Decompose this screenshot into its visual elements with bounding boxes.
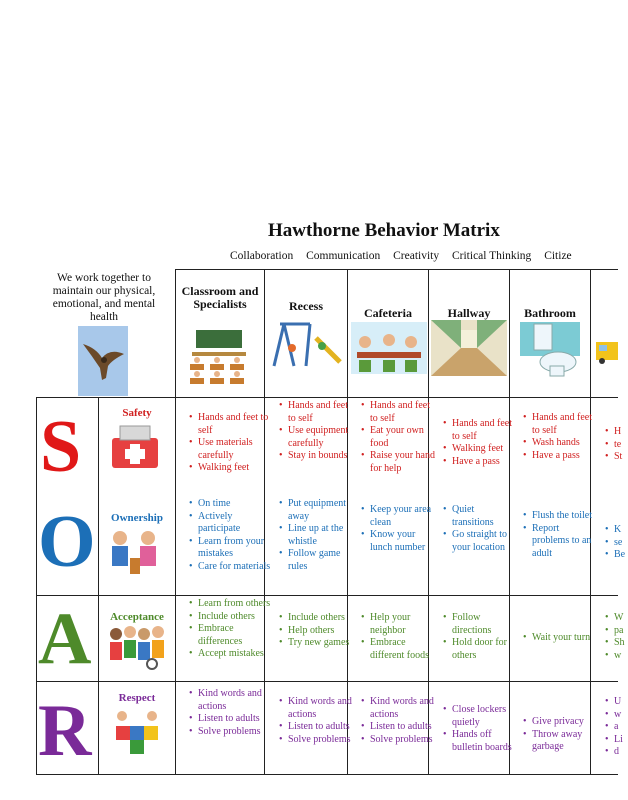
cell-respect-cafeteria (360, 696, 436, 746)
value-citizenship: Citize (544, 250, 572, 262)
value-creativity: Creativity (393, 250, 440, 262)
letter-s: S (40, 406, 82, 488)
list-item: • Flush the toilet (532, 510, 598, 523)
cell-safety-bus (604, 426, 628, 464)
row-label-respect: Respect (118, 692, 156, 704)
list-item: • Listen to adults (288, 721, 356, 734)
children-cleaning-icon (104, 528, 166, 582)
list-item: • Help your neighbor (370, 612, 436, 637)
list-item: • Embrace different foods (370, 637, 436, 662)
cell-ownership-classroom (188, 498, 272, 574)
cell-acceptance-recess (278, 612, 356, 650)
list-item: • Embrace differences (198, 623, 272, 648)
page-title: Hawthorne Behavior Matrix (268, 220, 500, 241)
letter-o: O (38, 501, 96, 583)
column-header-bathroom: Bathroom (524, 306, 576, 320)
list-item: • Kind words and actions (198, 688, 272, 713)
list-item: • a (614, 721, 628, 734)
column-header-classroom: Classroom and Specialists (181, 284, 259, 311)
mission-statement: We work together to maintain our physical, emotional, and mental health (52, 272, 156, 323)
list-item: • Li (614, 734, 628, 747)
list-item: • Go straight to your location (452, 529, 518, 554)
grid-line (98, 397, 99, 775)
list-item: • Accept mistakes (198, 648, 272, 661)
row-label-safety: Safety (122, 407, 152, 419)
grid-line (36, 595, 618, 596)
list-item: • Wash hands (532, 437, 598, 450)
cell-acceptance-bus (604, 612, 628, 662)
list-item: • Follow game rules (288, 548, 356, 573)
values-strip (230, 250, 582, 262)
cell-safety-bathroom (522, 412, 598, 462)
list-item: • d (614, 746, 628, 759)
list-item: • Solve problems (370, 734, 436, 747)
list-item: • Quiet transitions (452, 504, 518, 529)
cell-acceptance-hallway (442, 612, 518, 662)
list-item: • Care for materials (198, 561, 272, 574)
hawk-photo (78, 326, 128, 396)
cell-acceptance-classroom (188, 598, 272, 661)
grid-line (36, 397, 37, 775)
list-item: • Know your lunch number (370, 529, 436, 554)
list-item: • Learn from your mistakes (198, 536, 272, 561)
list-item: • Be (614, 549, 628, 562)
list-item: • Follow directions (452, 612, 518, 637)
list-item: • Have a pass (452, 456, 518, 469)
list-item: • Keep your area clean (370, 504, 436, 529)
cafeteria-illustration (351, 322, 427, 378)
list-item: • Hands and feet to self (452, 418, 518, 443)
row-label-ownership: Ownership (111, 512, 163, 524)
list-item: • Kind words and actions (288, 696, 356, 721)
list-item: • Learn from others (198, 598, 272, 611)
list-item: • Solve problems (288, 734, 356, 747)
list-item: • Have a pass (532, 450, 598, 463)
list-item: • te (614, 439, 628, 452)
row-label-acceptance: Acceptance (110, 611, 164, 623)
cell-safety-recess (278, 400, 356, 463)
list-item: • pa (614, 625, 628, 638)
list-item: • Report problems to an adult (532, 523, 598, 561)
list-item: • Line up at the whistle (288, 523, 356, 548)
diverse-children-icon (106, 624, 168, 674)
list-item: • Kind words and actions (370, 696, 436, 721)
list-item: • Close lockers quietly (452, 704, 518, 729)
recess-illustration (270, 318, 342, 372)
classroom-illustration (186, 328, 252, 392)
value-collaboration: Collaboration (230, 250, 294, 262)
cell-safety-hallway (442, 418, 518, 468)
value-communication: Communication (306, 250, 381, 262)
list-item: • Sh (614, 637, 628, 650)
list-item: • Include others (198, 611, 272, 624)
list-item: • Hold door for others (452, 637, 518, 662)
column-header-recess: Recess (289, 299, 323, 313)
list-item: • Eat your own food (370, 425, 436, 450)
list-item: • Walking feet (452, 443, 518, 456)
list-item: • Use equipment carefully (288, 425, 356, 450)
list-item: • Use materials carefully (198, 437, 272, 462)
cell-respect-classroom (188, 688, 272, 738)
grid-line (175, 269, 618, 270)
cell-acceptance-cafeteria (360, 612, 436, 662)
list-item: • Listen to adults (370, 721, 436, 734)
column-header-hallway: Hallway (447, 306, 491, 320)
list-item: • Throw away garbage (532, 729, 598, 754)
grid-line (175, 269, 176, 775)
list-item: • Put equipment away (288, 498, 356, 523)
cell-safety-cafeteria (360, 400, 436, 476)
list-item: • Help others (288, 625, 356, 638)
cell-ownership-bus (604, 524, 628, 562)
hallway-illustration (431, 320, 507, 380)
cell-acceptance-bathroom (522, 632, 598, 645)
list-item: • Hands and feet to self (288, 400, 356, 425)
list-item: • se (614, 537, 628, 550)
cell-respect-recess (278, 696, 356, 746)
cell-ownership-cafeteria (360, 504, 436, 554)
cell-ownership-bathroom (522, 510, 598, 560)
cell-respect-bus (604, 696, 628, 759)
cell-ownership-hallway (442, 504, 518, 554)
list-item: • Wait your turn (532, 632, 598, 645)
list-item: • Actively participate (198, 511, 272, 536)
list-item: • Raise your hand for help (370, 450, 436, 475)
grid-line (36, 681, 618, 682)
list-item: • K (614, 524, 628, 537)
list-item: • Hands and feet to self (198, 412, 272, 437)
cell-respect-hallway (442, 704, 518, 754)
list-item: • Listen to adults (198, 713, 272, 726)
bus-illustration (596, 340, 618, 368)
grid-line (36, 397, 618, 398)
cell-ownership-recess (278, 498, 356, 574)
list-item: • w (614, 650, 628, 663)
list-item: • Give privacy (532, 716, 598, 729)
bathroom-illustration (520, 322, 580, 382)
cell-safety-classroom (188, 412, 272, 475)
first-aid-kit-icon (110, 422, 160, 476)
list-item: • W (614, 612, 628, 625)
list-item: • Solve problems (198, 726, 272, 739)
list-item: • On time (198, 498, 272, 511)
list-item: • St (614, 451, 628, 464)
list-item: • Hands and feet to self (532, 412, 598, 437)
column-header-cafeteria: Cafeteria (364, 306, 412, 320)
letter-r: R (38, 690, 92, 772)
list-item: • w (614, 709, 628, 722)
puzzle-teamwork-icon (108, 708, 168, 760)
cell-respect-bathroom (522, 716, 598, 754)
list-item: • Hands off bulletin boards (452, 729, 518, 754)
letter-a: A (38, 598, 92, 680)
list-item: • H (614, 426, 628, 439)
list-item: • U (614, 696, 628, 709)
list-item: • Hands and feet to self (370, 400, 436, 425)
list-item: • Include others (288, 612, 356, 625)
list-item: • Stay in bounds (288, 450, 356, 463)
value-critical-thinking: Critical Thinking (451, 250, 532, 262)
grid-line (36, 774, 618, 775)
list-item: • Try new games (288, 637, 356, 650)
list-item: • Walking feet (198, 462, 272, 475)
